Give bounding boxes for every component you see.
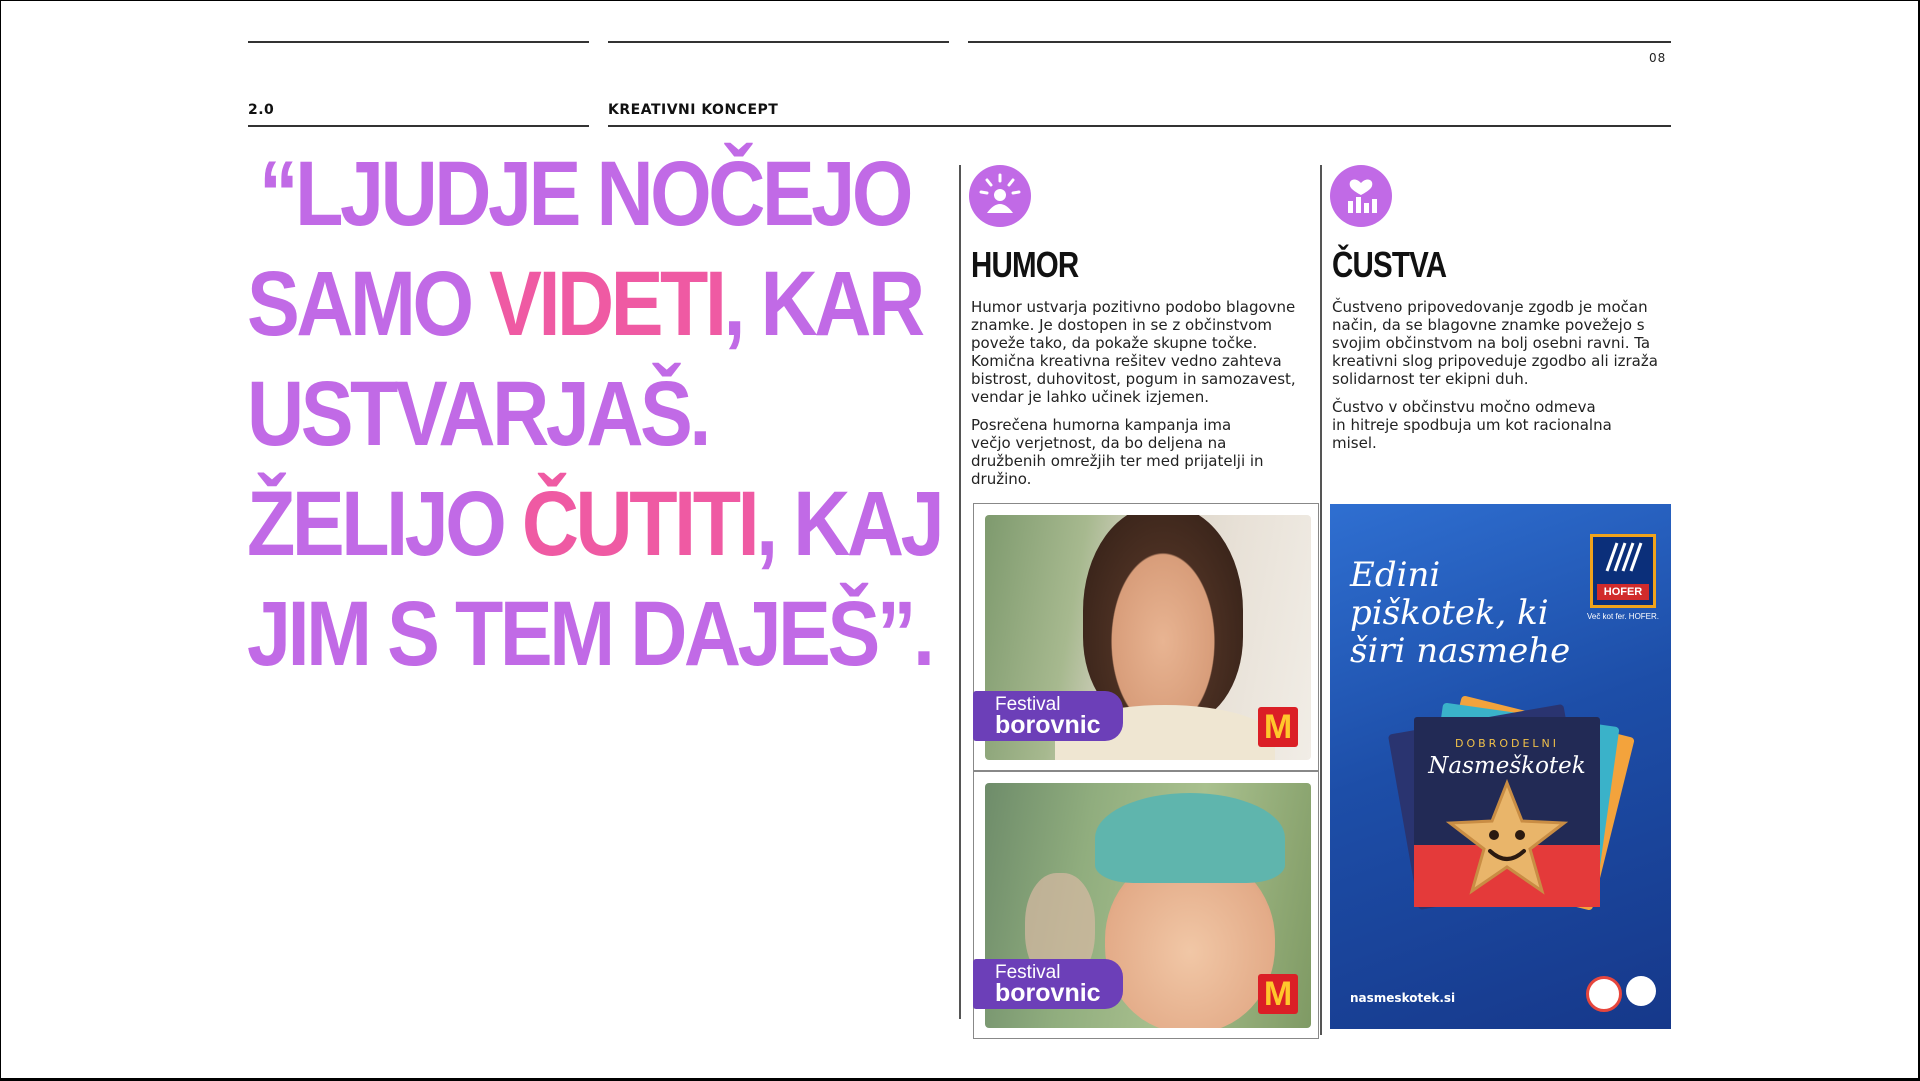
mcdonalds-logo-icon: M <box>1258 707 1298 747</box>
box-title: Nasmeškotek <box>1428 753 1586 779</box>
section-title: KREATIVNI KONCEPT <box>608 102 779 118</box>
column-divider-left <box>959 165 961 1019</box>
quote-line-1: “LJUDJE NOČEJO <box>259 143 910 245</box>
top-rule-3 <box>968 41 1671 43</box>
partner-logo-icon <box>1586 976 1622 1012</box>
humor-paragraph-1: Humor ustvarja pozitivno podobo blagovne znamke. Je dostopen in se z občinstvom poveže tako, da pokaže skupne točke. Komična kreativna rešitev vedno zahteva bistrost, duhovitost, pogum in samozavest, vendar je lahko učinek izjemen. <box>971 298 1296 406</box>
poster-url: nasmeskotek.si <box>1350 991 1456 1005</box>
person-burst-icon <box>969 165 1031 227</box>
hofer-poster <box>1330 504 1671 1029</box>
poster-headline: Edini piškotek, ki širi nasmehe <box>1350 555 1571 671</box>
custva-paragraph-2: Čustvo v občinstvu močno odmeva in hitreje spodbuja um kot racionalna misel. <box>1332 398 1612 452</box>
custva-title: ČUSTVA <box>1332 244 1447 285</box>
page-number: 08 <box>1649 51 1667 65</box>
box-label: DOBRODELNI <box>1455 737 1559 750</box>
custva-text <box>1332 298 1672 462</box>
humor-title: HUMOR <box>971 244 1079 285</box>
header-rule-1 <box>248 125 589 127</box>
quote-highlight-videti: VIDETI <box>489 253 724 355</box>
quote-line-2: SAMO VIDETI, KAR <box>247 253 922 355</box>
hofer-logo <box>1590 534 1656 608</box>
star-cookie-icon <box>1442 779 1572 899</box>
mcdonalds-logo-icon: M <box>1258 974 1298 1014</box>
quote-line-3: USTVARJAŠ. <box>247 363 708 465</box>
header-rule-2 <box>608 125 1671 127</box>
nasmeskotek-box <box>1414 717 1600 907</box>
festival-badge-1: Festival borovnic <box>973 691 1123 741</box>
hofer-brand-text: HOFER <box>1597 584 1649 600</box>
humor-text <box>971 298 1311 498</box>
headline-quote <box>247 139 942 689</box>
section-number: 2.0 <box>248 102 275 118</box>
festival-badge-2: Festival borovnic <box>973 959 1123 1009</box>
hofer-tagline: Več kot fer. HOFER. <box>1586 612 1660 621</box>
quote-highlight-cutiti: ČUTITI <box>521 473 757 575</box>
quote-line-4: ŽELIJO ČUTITI, KAJ <box>247 473 942 575</box>
page <box>1 1 1918 1078</box>
top-rule-2 <box>608 41 949 43</box>
column-divider-middle <box>1320 165 1322 1035</box>
heart-chart-icon <box>1330 165 1392 227</box>
quote-line-5: JIM S TEM DAJEŠ”. <box>247 583 932 685</box>
hofer-stripes-icon <box>1593 537 1653 577</box>
photo-child-cap <box>1095 793 1285 883</box>
humor-paragraph-2: Posrečena humorna kampanja ima večjo verjetnost, da bo deljena na družbenih omrežjih ter med prijatelji in družino. <box>971 416 1264 488</box>
custva-paragraph-1: Čustveno pripovedovanje zgodb je močan način, da se blagovne znamke povežejo s svojim občinstvom na bolj osebni ravni. Ta kreativni slog pripoveduje zgodbo ali izraža solidarnost ter ekipni duh. <box>1332 298 1658 388</box>
partner-logo-2-icon <box>1626 976 1656 1006</box>
top-rule-1 <box>248 41 589 43</box>
